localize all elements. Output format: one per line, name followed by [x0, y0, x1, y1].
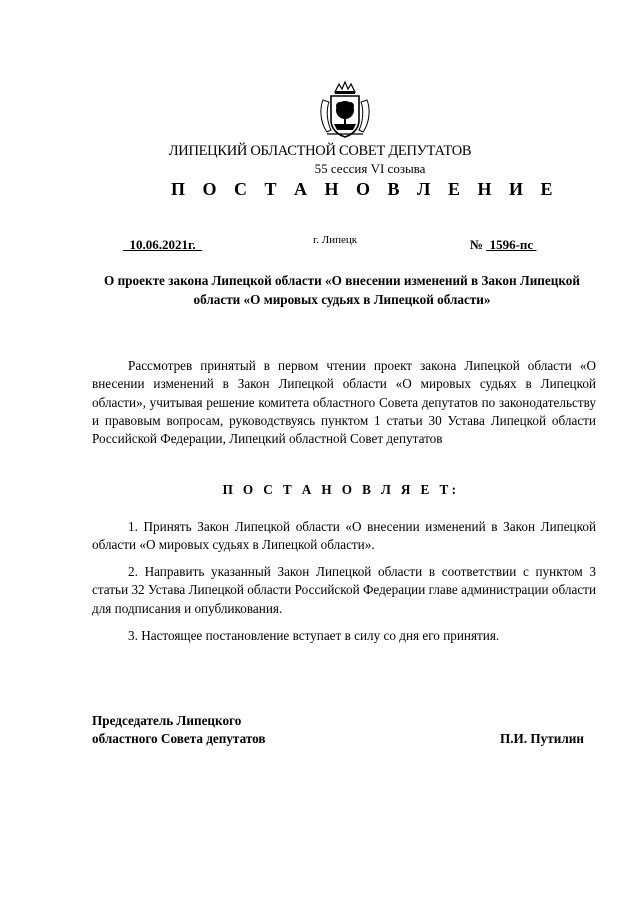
list-item — [92, 563, 596, 618]
list-item — [92, 518, 596, 555]
item-text: 3. Настоящее постановление вступает в силу со дня его принятия. — [128, 628, 500, 643]
document-number-block — [470, 237, 536, 253]
preamble-paragraph — [92, 357, 596, 448]
document-title: О проекте закона Липецкой области «О внесении изменений в Закон Липецкой области «О мировых судьях в Липецкой области» — [104, 273, 580, 307]
preamble-text: Рассмотрев принятый в первом чтении проект закона Липецкой области «О внесении изменений в Закон Липецкой области «О мировых судьях в Липецкой области», учитывая решение комитета областного Совета депутатов по законодательству и правовым вопросам, руководствуясь пунктом 1 статьи 30 Устава Липецкой области Российской Федерации, Липецкий областной Совет депутатов — [92, 358, 596, 447]
organization-name: ЛИПЕЦКИЙ ОБЛАСТНОЙ СОВЕТ ДЕПУТАТОВ — [168, 143, 472, 159]
list-item — [92, 627, 596, 645]
item-text: 2. Направить указанный Закон Липецкой области в соответствии с пунктом 3 статьи 32 Устава Липецкой области Российской Федерации главе администрации области для подписания и опубликования. — [92, 564, 596, 616]
signer-position-line2: областного Совета депутатов — [92, 731, 266, 746]
document-number: 1596-пс — [486, 237, 537, 252]
signer-position-line1: Председатель Липецкого — [92, 713, 242, 728]
item-text: 1. Принять Закон Липецкой области «О внесении изменений в Закон Липецкой области «О мировых судьях в Липецкой области». — [92, 519, 596, 553]
number-sign: № — [470, 237, 484, 252]
document-type: П О С Т А Н О В Л Е Н И Е — [171, 179, 559, 199]
document-date: 10.06.2021г. — [123, 237, 203, 252]
resolves-heading: П О С Т А Н О В Л Я Е Т: — [222, 482, 460, 497]
session-info: 55 сессия VI созыва — [314, 161, 426, 176]
signer-name: П.И. Путилин — [500, 731, 584, 746]
document-city: г. Липецк — [313, 234, 358, 246]
coat-of-arms-icon — [313, 80, 377, 140]
